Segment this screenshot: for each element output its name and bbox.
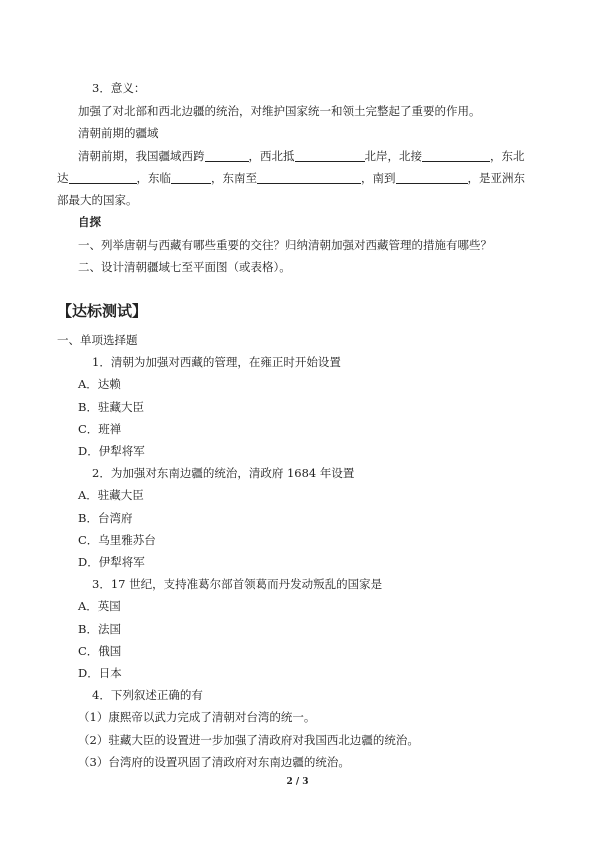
- blank-field[interactable]: [422, 149, 490, 162]
- territory-text-2a: 达: [57, 171, 69, 185]
- territory-text-2d: ，南到: [361, 171, 396, 185]
- question-2-option-a[interactable]: A．驻藏大臣: [78, 488, 144, 502]
- question-1-stem: 1．清朝为加强对西藏的管理，在雍正时开始设置: [92, 355, 341, 369]
- question-2-option-c[interactable]: C．乌里雅苏台: [78, 533, 156, 547]
- territory-text-1a: 清朝前期，我国疆域西跨: [78, 149, 205, 163]
- question-1-option-c[interactable]: C．班禅: [78, 422, 122, 436]
- blank-field[interactable]: [396, 171, 468, 184]
- territory-title: 清朝前期的疆域: [78, 126, 159, 140]
- question-2-option-d[interactable]: D．伊犁将军: [78, 555, 145, 569]
- question-4-stem: 4．下列叙述正确的有: [92, 688, 203, 702]
- question-3-option-b[interactable]: B．法国: [78, 622, 121, 636]
- question-3-option-d[interactable]: D．日本: [78, 666, 122, 680]
- blank-field[interactable]: [171, 171, 211, 184]
- question-4-statement-2: （2）驻藏大臣的设置进一步加强了清政府对我国西北边疆的统治。: [78, 733, 419, 747]
- explore-question-2: 二、设计清朝疆域七至平面图（或表格）。: [78, 260, 291, 274]
- question-1-option-d[interactable]: D．伊犁将军: [78, 444, 145, 458]
- territory-text-2e: ，是亚洲东: [467, 171, 525, 185]
- question-3-stem: 3．17 世纪，支持准葛尔部首领葛而丹发动叛乱的国家是: [92, 577, 383, 591]
- question-2-stem: 2．为加强对东南边疆的统治，清政府 1684 年设置: [92, 466, 355, 480]
- question-3-option-a[interactable]: A．英国: [78, 599, 121, 613]
- explore-question-1: 一、列举唐朝与西藏有哪些重要的交往？归纳清朝加强对西藏管理的措施有哪些？: [78, 238, 492, 252]
- question-4-statement-3: （3）台湾府的设置巩固了清政府对东南边疆的统治。: [78, 755, 350, 769]
- question-1-option-a[interactable]: A．达赖: [78, 377, 121, 391]
- territory-text-1c: 北岸，北接: [364, 149, 422, 163]
- significance-heading: 3．意义：: [92, 81, 146, 95]
- territory-line-2: [57, 170, 525, 186]
- territory-text-2c: ，东南至: [211, 171, 257, 185]
- question-2-option-b[interactable]: B．台湾府: [78, 511, 133, 525]
- significance-text: 加强了对北部和西北边疆的统治，对维护国家统一和领土完整起了重要的作用。: [78, 104, 481, 118]
- blank-field[interactable]: [257, 171, 361, 184]
- blank-field[interactable]: [295, 149, 365, 162]
- question-1-option-b[interactable]: B．驻藏大臣: [78, 400, 144, 414]
- question-3-option-c[interactable]: C．俄国: [78, 644, 122, 658]
- section-heading: 一、单项选择题: [57, 333, 138, 347]
- territory-line-1: [78, 148, 525, 164]
- question-4-statement-1: （1）康熙帝以武力完成了清朝对台湾的统一。: [78, 710, 316, 724]
- blank-field[interactable]: [69, 171, 137, 184]
- territory-line-3: 部最大的国家。: [57, 193, 138, 207]
- test-heading: 【达标测试】: [57, 302, 148, 320]
- explore-heading: 自探: [78, 215, 101, 229]
- territory-text-1b: ，西北抵: [248, 149, 295, 163]
- territory-text-2b: ，东临: [136, 171, 171, 185]
- page-number: 2 / 3: [286, 777, 309, 787]
- territory-text-1d: ，东北: [490, 149, 525, 163]
- blank-field[interactable]: [205, 149, 249, 162]
